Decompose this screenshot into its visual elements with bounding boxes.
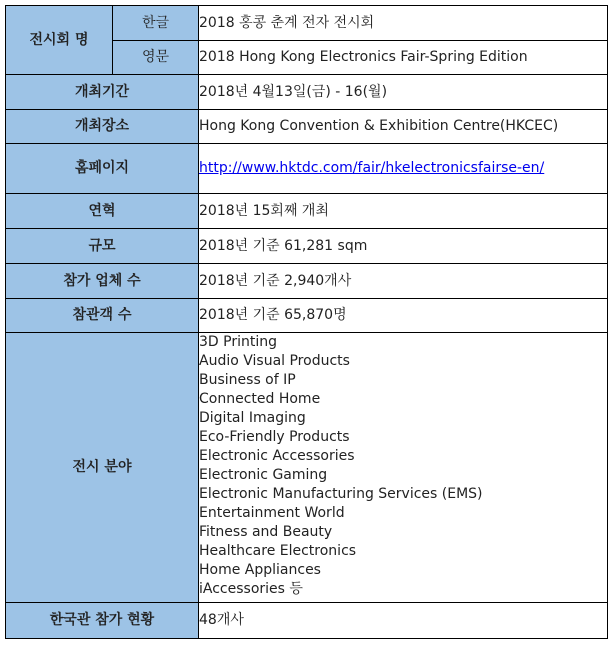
homepage-link[interactable]: http://www.hktdc.com/fair/hkelectronicsfairse-en/ bbox=[199, 160, 545, 176]
history-value: 2018년 15회째 개최 bbox=[199, 194, 608, 229]
list-item: Electronic Accessories bbox=[199, 448, 355, 464]
period-value: 2018년 4월13일(금) - 16(월) bbox=[199, 75, 608, 110]
list-item: Digital Imaging bbox=[199, 410, 306, 426]
list-item: Fitness and Beauty bbox=[199, 524, 333, 540]
exhibitors-value: 2018년 기준 2,940개사 bbox=[199, 264, 608, 299]
list-item: Electronic Manufacturing Services (EMS) bbox=[199, 486, 483, 502]
visitors-value: 2018년 기준 65,870명 bbox=[199, 299, 608, 333]
list-item: Healthcare Electronics bbox=[199, 543, 357, 559]
table-row bbox=[6, 299, 608, 333]
list-item: Connected Home bbox=[199, 391, 321, 407]
event-name-header: 전시회 명 bbox=[6, 6, 113, 75]
list-item: Electronic Gaming bbox=[199, 467, 328, 483]
homepage-cell bbox=[199, 144, 608, 194]
table-row bbox=[6, 333, 608, 603]
table-row bbox=[6, 6, 608, 41]
list-item: 3D Printing bbox=[199, 334, 277, 350]
table-row bbox=[6, 194, 608, 229]
scale-value: 2018년 기준 61,281 sqm bbox=[199, 229, 608, 264]
korean-name-label: 한글 bbox=[113, 6, 199, 41]
scale-header: 규모 bbox=[6, 229, 199, 264]
table-row bbox=[6, 229, 608, 264]
visitors-header: 참관객 수 bbox=[6, 299, 199, 333]
exhibitors-header: 참가 업체 수 bbox=[6, 264, 199, 299]
list-item: Audio Visual Products bbox=[199, 353, 350, 369]
table-row bbox=[6, 144, 608, 194]
homepage-header: 홈페이지 bbox=[6, 144, 199, 194]
history-header: 연혁 bbox=[6, 194, 199, 229]
korean-name-value: 2018 홍콩 춘계 전자 전시회 bbox=[199, 6, 608, 41]
english-name-value: 2018 Hong Kong Electronics Fair-Spring Edition bbox=[199, 41, 608, 75]
table-row bbox=[6, 110, 608, 144]
korea-pavilion-header: 한국관 참가 현황 bbox=[6, 603, 199, 639]
categories-list bbox=[199, 333, 608, 603]
list-item: Home Appliances bbox=[199, 562, 321, 578]
table-row bbox=[6, 603, 608, 639]
list-item: iAccessories 등 bbox=[199, 581, 303, 597]
korea-pavilion-value: 48개사 bbox=[199, 603, 608, 639]
venue-header: 개최장소 bbox=[6, 110, 199, 144]
table-row bbox=[6, 75, 608, 110]
list-item: Business of IP bbox=[199, 372, 296, 388]
categories-header: 전시 분야 bbox=[6, 333, 199, 603]
venue-value: Hong Kong Convention & Exhibition Centre(HKCEC) bbox=[199, 110, 608, 144]
period-header: 개최기간 bbox=[6, 75, 199, 110]
english-name-label: 영문 bbox=[113, 41, 199, 75]
list-item: Entertainment World bbox=[199, 505, 345, 521]
fair-info-table bbox=[5, 5, 608, 639]
table-row bbox=[6, 264, 608, 299]
list-item: Eco-Friendly Products bbox=[199, 429, 350, 445]
